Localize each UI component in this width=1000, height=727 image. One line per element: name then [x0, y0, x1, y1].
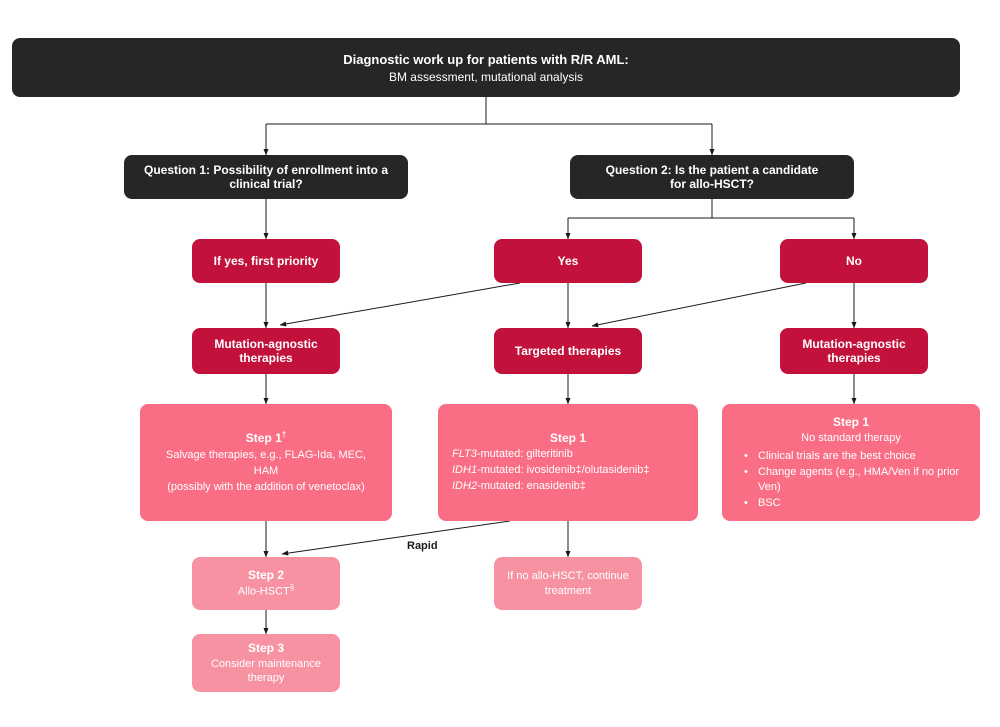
no-allo-hsct-line-1: If no allo-HSCT, continue [507, 570, 629, 583]
question-1-line-1: Question 1: Possibility of enrollment into a [143, 163, 389, 177]
step1-left-line-2: (possibly with the addition of venetoclax) [167, 480, 365, 493]
edge-label-rapid: Rapid [404, 540, 441, 552]
step1-left-title [154, 429, 378, 447]
first-priority-label: If yes, first priority [213, 254, 319, 268]
node-first-priority [192, 239, 340, 283]
node-step1-left [140, 404, 392, 521]
step1-center-row-idh1 [452, 463, 684, 479]
node-targeted-therapies [494, 328, 642, 374]
step3-line-1: Consider maintenance [210, 657, 322, 670]
node-step3 [192, 634, 340, 692]
node-yes [494, 239, 642, 283]
step2-subtitle-text: Allo-HSCT [237, 585, 290, 598]
mutation-agnostic-right-line-2: therapies [827, 351, 881, 365]
node-no-allo-hsct [494, 557, 642, 610]
no-allo-hsct-line-2: treatment [544, 584, 592, 597]
step1-left-title-text: Step 1 [245, 431, 282, 446]
step1-left-line-1: Salvage therapies, e.g., FLAG-Ida, MEC, HAM [166, 448, 366, 477]
list-item: • BSC [736, 496, 966, 511]
no-label: No [846, 254, 862, 268]
step1-center-rest-idh1: -mutated: ivosidenib‡/olutasidenib‡ [477, 464, 650, 477]
step1-center-gene-flt3: FLT3 [452, 448, 477, 461]
step1-right-title: Step 1 [832, 415, 869, 430]
node-step1-right [722, 404, 980, 521]
step3-title: Step 3 [247, 640, 284, 655]
node-mutation-agnostic-left [192, 328, 340, 374]
node-question-1 [124, 155, 408, 199]
step1-center-title: Step 1 [549, 430, 586, 445]
step1-left-title-superscript: † [281, 430, 287, 440]
node-no [780, 239, 928, 283]
step3-line-2: therapy [247, 671, 285, 684]
list-item: • Change agents (e.g., HMA/Ven if no prior Ven) [736, 465, 966, 496]
node-step1-center [438, 404, 698, 521]
node-question-2 [570, 155, 854, 199]
node-step2 [192, 557, 340, 610]
step1-center-rest-idh2: -mutated: enasidenib‡ [477, 480, 586, 493]
step1-right-subtitle: No standard therapy [801, 432, 901, 445]
step1-center-row-idh2 [452, 479, 684, 495]
diagnostic-workup-title: Diagnostic work up for patients with R/R AML: [343, 51, 629, 67]
list-item: • Clinical trials are the best choice [736, 449, 966, 464]
step1-center-gene-idh1: IDH1 [452, 464, 478, 477]
mutation-agnostic-left-line-2: therapies [239, 351, 293, 365]
mutation-agnostic-right-line-1: Mutation-agnostic [802, 337, 906, 351]
step1-center-row-flt3 [452, 447, 684, 463]
step1-center-rest-flt3: -mutated: gilteritinib [476, 448, 573, 461]
targeted-therapies-label: Targeted therapies [514, 344, 622, 358]
node-mutation-agnostic-right [780, 328, 928, 374]
step2-subtitle-superscript: § [289, 583, 295, 593]
node-diagnostic-workup [12, 38, 960, 97]
question-2-line-1: Question 2: Is the patient a candidate [605, 163, 819, 177]
step1-right-bullet-list [736, 449, 966, 511]
mutation-agnostic-left-line-1: Mutation-agnostic [214, 337, 318, 351]
step2-subtitle [204, 583, 328, 599]
question-2-line-2: for allo-HSCT? [670, 177, 754, 191]
step2-title: Step 2 [247, 567, 284, 582]
diagnostic-workup-subtitle: BM assessment, mutational analysis [388, 69, 584, 84]
question-1-line-2: clinical trial? [229, 177, 303, 191]
yes-label: Yes [557, 254, 579, 268]
step1-center-gene-idh2: IDH2 [452, 480, 478, 493]
